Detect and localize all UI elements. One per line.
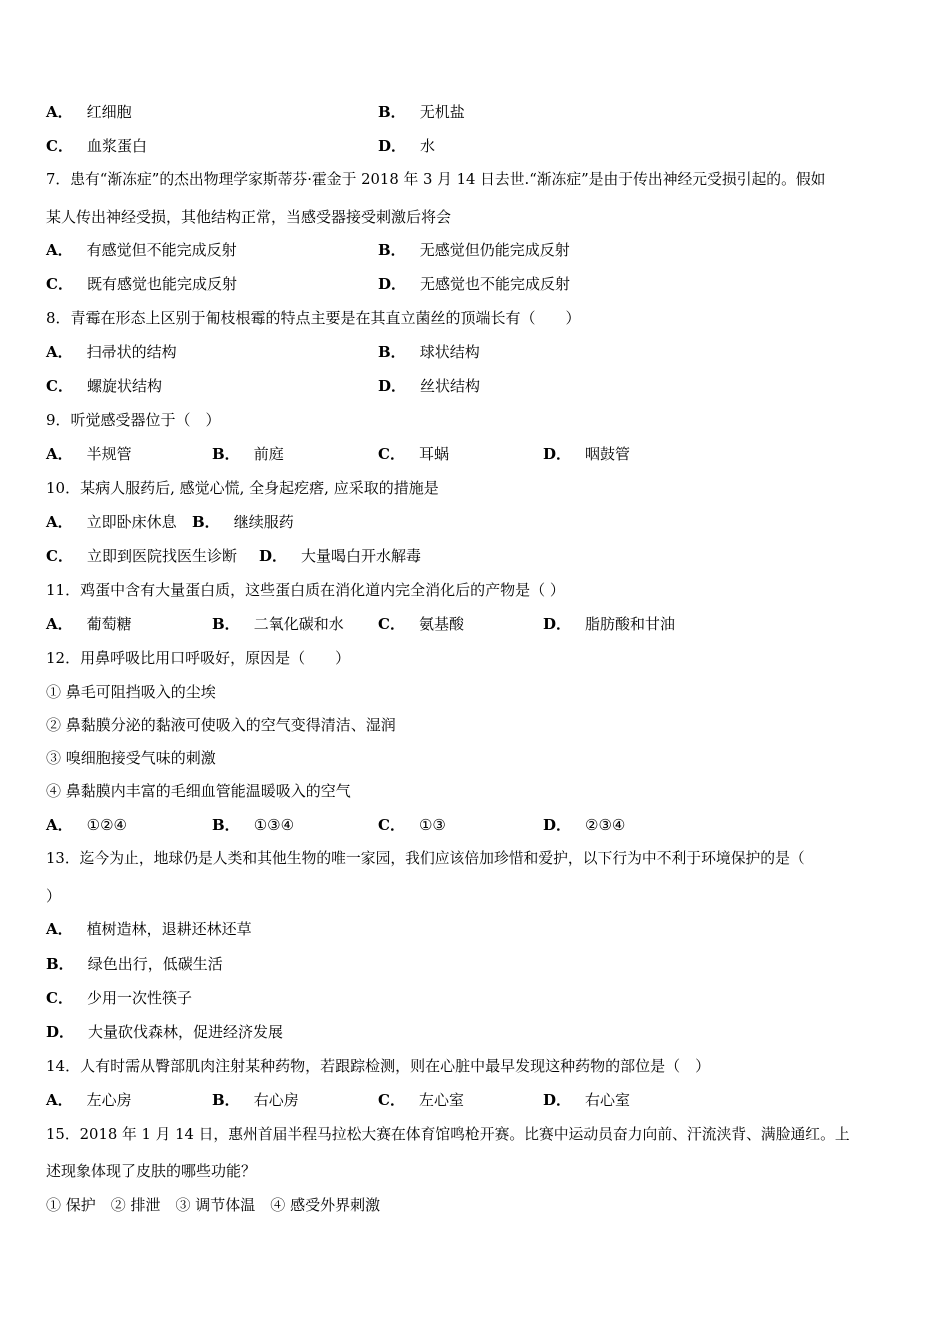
q13-stem-line1: 13．迄今为止，地球仍是人类和其他生物的唯一家园，我们应该倍加珍惜和爱护，以下行为中不利于环境保护的是（ [46,850,805,867]
q6-option-b: B． 无机盐 [378,103,465,121]
q12-statement-4: ④ 鼻黏膜内丰富的毛细血管能温暖吸入的空气 [46,782,351,800]
q7-stem-line1: 7．患有“渐冻症”的杰出物理学家斯蒂芬·霍金于 2018 年 3 月 14 日去世.“渐冻症”是由于传出神经元受损引起的。假如 [46,171,826,188]
q15-stem-line2: 述现象体现了皮肤的哪些功能？ [46,1162,257,1180]
q10-option-c: C． 立即到医院找医生诊断 [46,547,237,565]
q13-option-b: B． 绿色出行，低碳生活 [46,955,223,973]
q12-option-c: C． ①③ [378,816,446,834]
q7-option-a: A． 有感觉但不能完成反射 [46,241,237,259]
q14-option-d: D． 右心室 [543,1091,631,1109]
q10-option-b: B． 继续服药 [192,513,294,531]
q13-stem-line2: ） [46,887,62,905]
q9-option-a: A． 半规管 [46,445,132,463]
q10-option-a: A． 立即卧床休息 [46,513,177,531]
q12-option-d: D． ②③④ [543,816,626,834]
q7-option-d: D． 无感觉也不能完成反射 [378,275,571,293]
q6-option-c: C． 血浆蛋白 [46,137,147,155]
q12-option-b: B． ①③④ [212,816,295,834]
q14-option-a: A． 左心房 [46,1091,132,1109]
q12-statement-2: ② 鼻黏膜分泌的黏液可使吸入的空气变得清洁、湿润 [46,716,396,734]
q15-stem-line1: 15．2018 年 1 月 14 日，惠州首届半程马拉松大赛在体育馆鸣枪开赛。比赛中运动员奋力向前、汗流浃背、满脸通红。上 [46,1126,850,1143]
q14-option-b: B． 右心房 [212,1091,299,1109]
q11-option-d: D． 脂肪酸和甘油 [543,615,676,633]
q8-option-d: D． 丝状结构 [378,377,481,395]
q6-option-d: D． 水 [378,137,436,155]
q13-option-d: D． 大量砍伐森林，促进经济发展 [46,1023,284,1041]
q6-option-a: A． 红细胞 [46,103,132,121]
q8-option-a: A． 扫帚状的结构 [46,343,177,361]
q9-option-c: C． 耳蜗 [378,445,449,463]
q8-option-c: C． 螺旋状结构 [46,377,162,395]
q10-stem: 10．某病人服药后, 感觉心慌, 全身起疙瘩, 应采取的措施是 [46,479,439,497]
q9-stem: 9．听觉感受器位于（ ） [46,411,221,429]
q9-option-b: B． 前庭 [212,445,284,463]
q11-stem: 11．鸡蛋中含有大量蛋白质，这些蛋白质在消化道内完全消化后的产物是（ ） [46,581,565,599]
q7-option-c: C． 既有感觉也能完成反射 [46,275,237,293]
q11-option-a: A． 葡萄糖 [46,615,132,633]
q12-statement-3: ③ 嗅细胞接受气味的刺激 [46,749,216,767]
q14-option-c: C． 左心室 [378,1091,464,1109]
q8-stem: 8．青霉在形态上区别于匍枝根霉的特点主要是在其直立菌丝的顶端长有（ ） [46,309,581,327]
q10-option-d: D． 大量喝白开水解毒 [259,547,422,565]
q12-statement-1: ① 鼻毛可阻挡吸入的尘埃 [46,683,216,701]
q7-option-b: B． 无感觉但仍能完成反射 [378,241,570,259]
q13-option-a: A． 植树造林，退耕还林还草 [46,920,252,938]
q8-option-b: B． 球状结构 [378,343,480,361]
q11-option-c: C． 氨基酸 [378,615,464,633]
q14-stem: 14．人有时需从臀部肌肉注射某种药物，若跟踪检测，则在心脏中最早发现这种药物的部位是（ ） [46,1057,711,1075]
q13-option-c: C． 少用一次性筷子 [46,989,192,1007]
q12-option-a: A． ①②④ [46,816,127,834]
q11-option-b: B． 二氧化碳和水 [212,615,344,633]
q9-option-d: D． 咽鼓管 [543,445,631,463]
q7-stem-line2: 某人传出神经受损，其他结构正常，当感受器接受刺激后将会 [46,208,452,226]
q15-statements: ① 保护 ② 排泄 ③ 调节体温 ④ 感受外界刺激 [46,1196,381,1214]
q12-stem: 12．用鼻呼吸比用口呼吸好，原因是（ ） [46,649,351,667]
